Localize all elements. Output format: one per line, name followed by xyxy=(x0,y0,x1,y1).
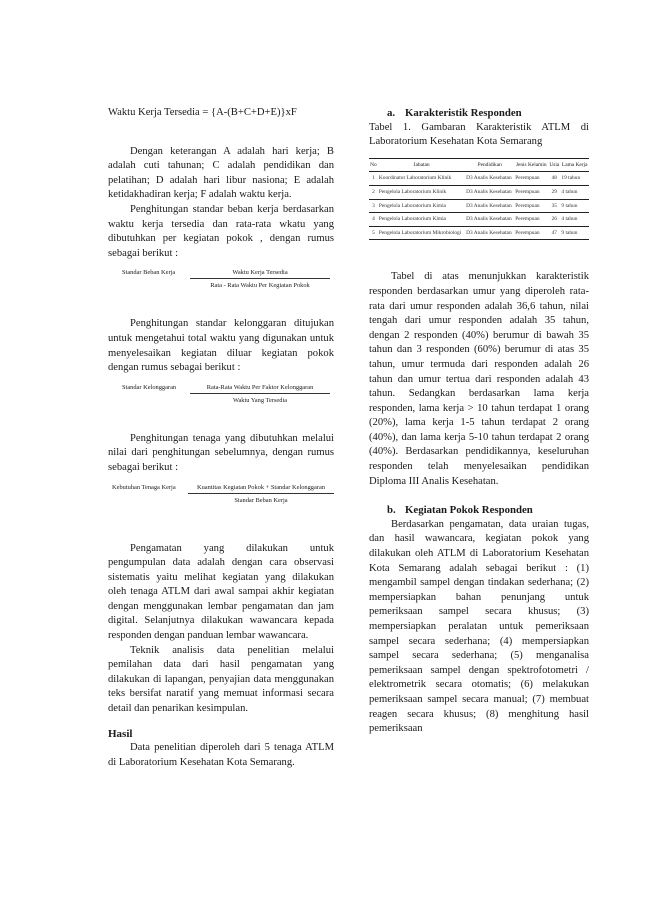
table-cell: D3 Analis Kesehatan xyxy=(466,188,512,195)
table-cell: D3 Analis Kesehatan xyxy=(466,175,512,182)
table-cell: 4 tahun xyxy=(561,216,578,223)
table-cell: Pengelola Laboratorium Kimia xyxy=(378,202,446,209)
formula-lhs: Standar Beban Kerja xyxy=(122,269,176,277)
table-cell: Pengelola Laboratorium Mikrobiologi xyxy=(378,229,462,236)
table-cell: Pengelola Laboratorium Kimia xyxy=(378,216,446,223)
table-cell: Koordinator Laboratorium Klinik xyxy=(378,175,452,182)
table-cell: 9 tahun xyxy=(561,202,578,209)
formula-numerator: Kuantitas Kegiatan Pokok + Standar Kelonggaran xyxy=(196,483,325,491)
fraction-bar xyxy=(190,393,330,394)
column-header: No xyxy=(370,161,377,168)
subheading-number: a. xyxy=(387,107,396,119)
formula-numerator: Waktu Kerja Tersedia xyxy=(232,269,288,277)
subheading-text: Kegiatan Pokok Responden xyxy=(405,504,533,517)
paragraph-workload-standard-intro: Penghitungan standar beban kerja berdasarkan waktu kerja tersedia dan rata-rata wkatu yang dibutuhkan per kegiatan pokok , dengan rumus sebagai berikut : xyxy=(108,203,334,259)
table-cell: Perempuan xyxy=(515,202,540,209)
column-header: Lama Kerja xyxy=(561,161,588,168)
subheading-main-activities xyxy=(369,503,589,518)
formula-lhs: Standar Kelonggaran xyxy=(122,383,177,391)
table-cell: Perempuan xyxy=(515,188,540,195)
formula-denominator: Waktu Yang Tersedia xyxy=(232,396,288,404)
paragraph-analysis-technique: Teknik analisis data penelitian melalui pemilahan data dari hasil pengamatan yang dilakukan di lapangan, penyajian data menggunakan teks bersifat naratif yang memuat informasi secara detail dan penarikan kesimpulan. xyxy=(108,644,334,715)
table-row xyxy=(369,199,589,213)
table-cell: Pengelola Laboratorium Klinik xyxy=(378,188,447,195)
respondent-characteristics-table xyxy=(369,158,589,241)
paragraph-main-activities: Berdasarkan pengamatan, data uraian tugas, dan hasil wawancara, kegiatan pokok yang dilakukan oleh ATLM di Laboratorium Kesehatan Kota Semarang adalah sebagai berikut : (1) mengambil sampel dengan tindakan sederhana; (2) mempersiapkan bahan penunjang untuk pemeriksaan sampel secara khusus; (3) mempersiapkan peralatan untuk pemeriksaan sampel secara sederhana; (4) mempersiapkan sampel secara sederhana; (5) menganalisa pemeriksaan sampel dengan spektrofotometri / elektrometrik secara otomatis; (6) melakukan pemeriksaan sampel secara manual; (7) membuat reagen secara khusus; (8) menghitung hasil pemeriksaan xyxy=(369,518,589,735)
table-row xyxy=(369,172,589,186)
table-cell: D3 Analis Kesehatan xyxy=(466,229,512,236)
table-cell: 1 xyxy=(372,175,375,182)
formula-lhs: Kebutuhan Tenaga Kerja xyxy=(112,483,176,491)
formula-denominator: Rata - Rata Waktu Per Kegiatan Pokok xyxy=(210,282,310,290)
table-row xyxy=(369,185,589,199)
left-column xyxy=(108,106,334,770)
column-header: Jabatan xyxy=(413,161,430,168)
column-header: Usia xyxy=(549,161,560,168)
paragraph-allowance-standard-intro: Penghitungan standar kelonggaran ditujukan untuk mengetahui total waktu yang digunakan untuk menyelesaikan kegiatan diluar kegiatan pokok dengan rumus sebagai berikut : xyxy=(108,318,334,374)
paragraph-results-intro: Data penelitian diperoleh dari 5 tenaga ATLM di Laboratorium Kesehatan Kota Semarang. xyxy=(108,742,334,768)
table-caption: Tabel 1. Gambaran Karakteristik ATLM di Laboratorium Kesehatan Kota Semarang xyxy=(369,121,589,148)
table-cell: 2 xyxy=(372,188,375,195)
table-row xyxy=(369,226,589,240)
table-cell: Perempuan xyxy=(515,229,540,236)
section-heading-hasil: Hasil xyxy=(108,727,133,740)
subheading-text: Karakteristik Responden xyxy=(405,107,522,119)
subheading-number: b. xyxy=(387,504,396,517)
table-cell: D3 Analis Kesehatan xyxy=(466,216,512,223)
table-cell: 47 xyxy=(551,229,557,236)
fraction-bar xyxy=(188,493,334,494)
paragraph-observation-method: Pengamatan yang dilakukan untuk pengumpulan data adalah dengan cara observasi sistematis yaitu melihat kegiatan yang dilakukan oleh tenaga ATLM dari awal sampai akhir kegiatan dengan menggunakan lembar pengamatan dan jam digital. Selanjutnya dilakukan wawancara kepada responden dengan panduan lembar wawancara. xyxy=(108,542,334,642)
column-header: Pendidikan xyxy=(477,161,502,168)
table-cell: 26 xyxy=(551,216,557,223)
fraction-bar xyxy=(190,278,330,279)
right-column xyxy=(369,106,589,737)
formula-workload-standard xyxy=(108,269,334,307)
table-cell: 35 xyxy=(551,202,557,209)
table-cell: Perempuan xyxy=(515,216,540,223)
paragraph-staff-need-intro: Penghitungan tenaga yang dibutuhkan melalui nilai dari penghitungan sebelumnya, dengan rumus sebagai berikut : xyxy=(108,432,334,473)
table-cell: 29 xyxy=(551,188,557,195)
paragraph-variable-definitions: Dengan keterangan A adalah hari kerja; B adalah cuti tahunan; C adalah pendidikan dan pelatihan; D adalah hari libur nasiona; E adalah ketidakhadiran kerja; F adalah waktu kerja. xyxy=(108,145,334,201)
table-cell: 19 tahun xyxy=(561,175,581,182)
column-header: Jenis Kelamin xyxy=(515,161,547,168)
formula-denominator: Standar Beban Kerja xyxy=(234,496,288,504)
table-cell: 4 tahun xyxy=(561,188,578,195)
formula-numerator: Rata-Rata Waktu Per Faktor Kelonggaran xyxy=(206,383,314,391)
table-row xyxy=(369,213,589,227)
table-cell: D3 Analis Kesehatan xyxy=(466,202,512,209)
subheading-respondent-characteristics xyxy=(369,106,589,121)
formula-staff-need xyxy=(108,484,334,522)
table-cell: 4 xyxy=(372,216,375,223)
available-work-time-equation: Waktu Kerja Tersedia = {A-(B+C+D+E)}xF xyxy=(108,107,297,118)
formula-allowance-standard xyxy=(108,384,334,422)
table-cell: 48 xyxy=(551,175,557,182)
table-cell: Perempuan xyxy=(515,175,540,182)
table-cell: 5 xyxy=(372,229,375,236)
table-cell: 9 tahun xyxy=(561,229,578,236)
paragraph-table-interpretation: Tabel di atas menunjukkan karakteristik responden berdasarkan umur yang diperoleh rata-rata dari umur responden adalah 36,6 tahun, nilai tengah dari umur responden adalah 35 tahun, dengan 2 responden (40%) berumur di bawah 35 tahun dan 3 responden (60%) berumur di atas 35 tahun, umur termuda dari responden adalah 26 tahun dan umur tertua dari responden adalah 43 tahun. Sedangkan berdasarkan lama kerja responden, lama kerja > 10 tahun terdapat 1 orang (20%), lama kerja 1-5 tahun terdapat 2 orang (40%), dan lama kerja 5-10 tahun terdapat 2 orang (40%). Berdasarkan pendidikannya, keseluruhan responden telah menyelesaikan pendidikan Diploma III Analis Kesehatan. xyxy=(369,271,589,487)
table-header-row xyxy=(369,158,589,172)
table-cell: 3 xyxy=(372,202,375,209)
